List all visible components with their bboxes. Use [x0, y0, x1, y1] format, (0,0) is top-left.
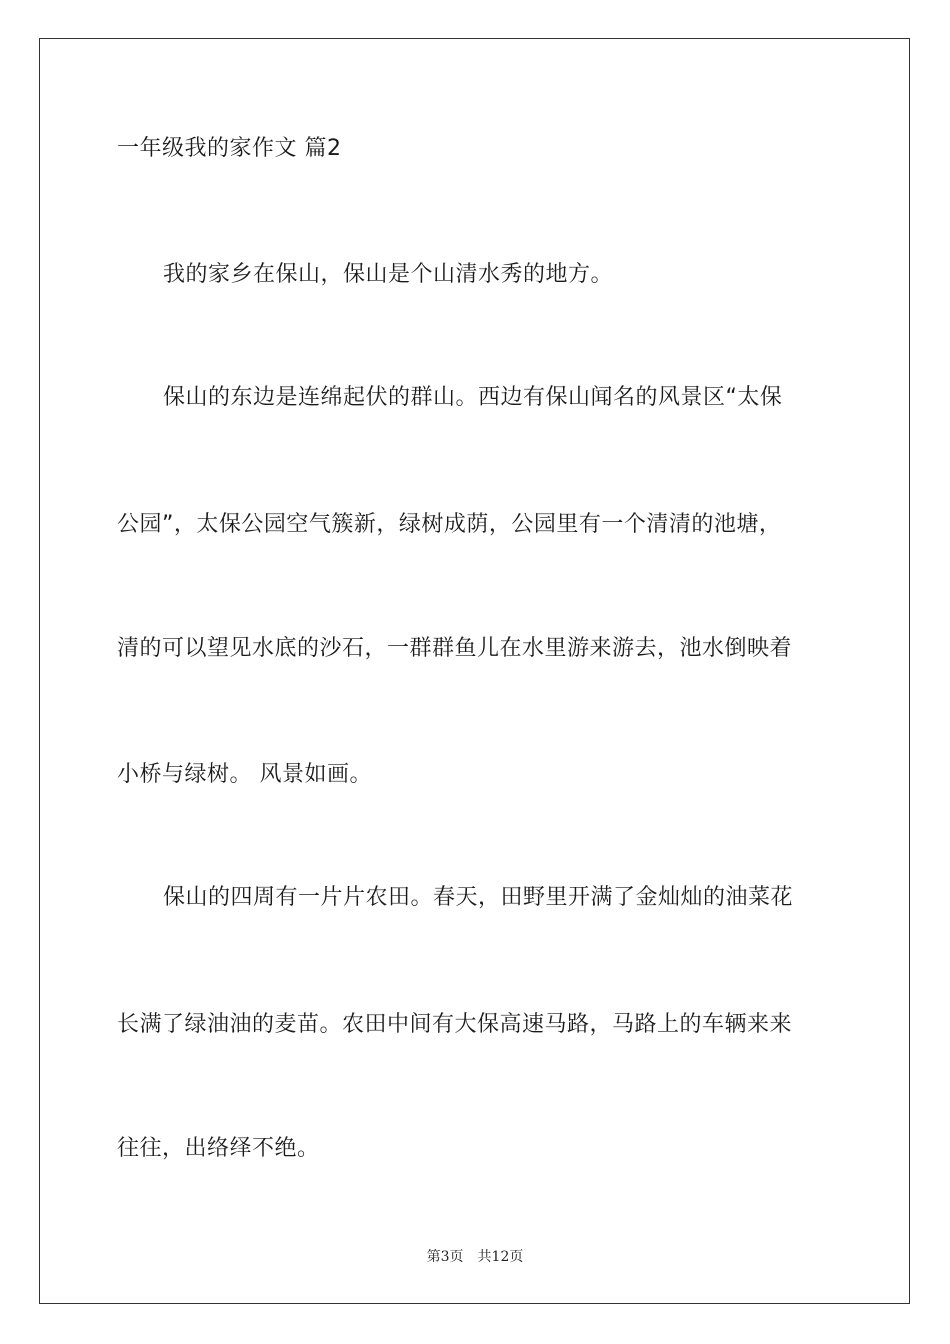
page-total: 共12页	[477, 1249, 524, 1265]
paragraph-line: 我的家乡在保山，保山是个山清水秀的地方。	[163, 262, 614, 287]
page-number: 第3页	[426, 1249, 464, 1265]
page-footer	[0, 1247, 950, 1267]
paragraph-line: 清的可以望见水底的沙石，一群群鱼儿在水里游来游去，池水倒映着	[117, 636, 793, 661]
paragraph-line: 公园”，太保公园空气簇新，绿树成荫，公园里有一个清清的池塘，	[117, 512, 782, 537]
page-border	[39, 38, 910, 1304]
paragraph-line: 往往，出络绎不绝。	[117, 1136, 320, 1161]
paragraph-line: 长满了绿油油的麦苗。农田中间有大保高速马路，马路上的车辆来来	[117, 1012, 793, 1037]
paragraph-line: 保山的东边是连绵起伏的群山。西边有保山闻名的风景区“太保	[163, 385, 783, 410]
document-title: 一年级我的家作文 篇2	[117, 136, 342, 161]
paragraph-line: 小桥与绿树。 风景如画。	[117, 762, 372, 787]
paragraph-line: 保山的四周有一片片农田。春天，田野里开满了金灿灿的油菜花	[163, 885, 794, 910]
